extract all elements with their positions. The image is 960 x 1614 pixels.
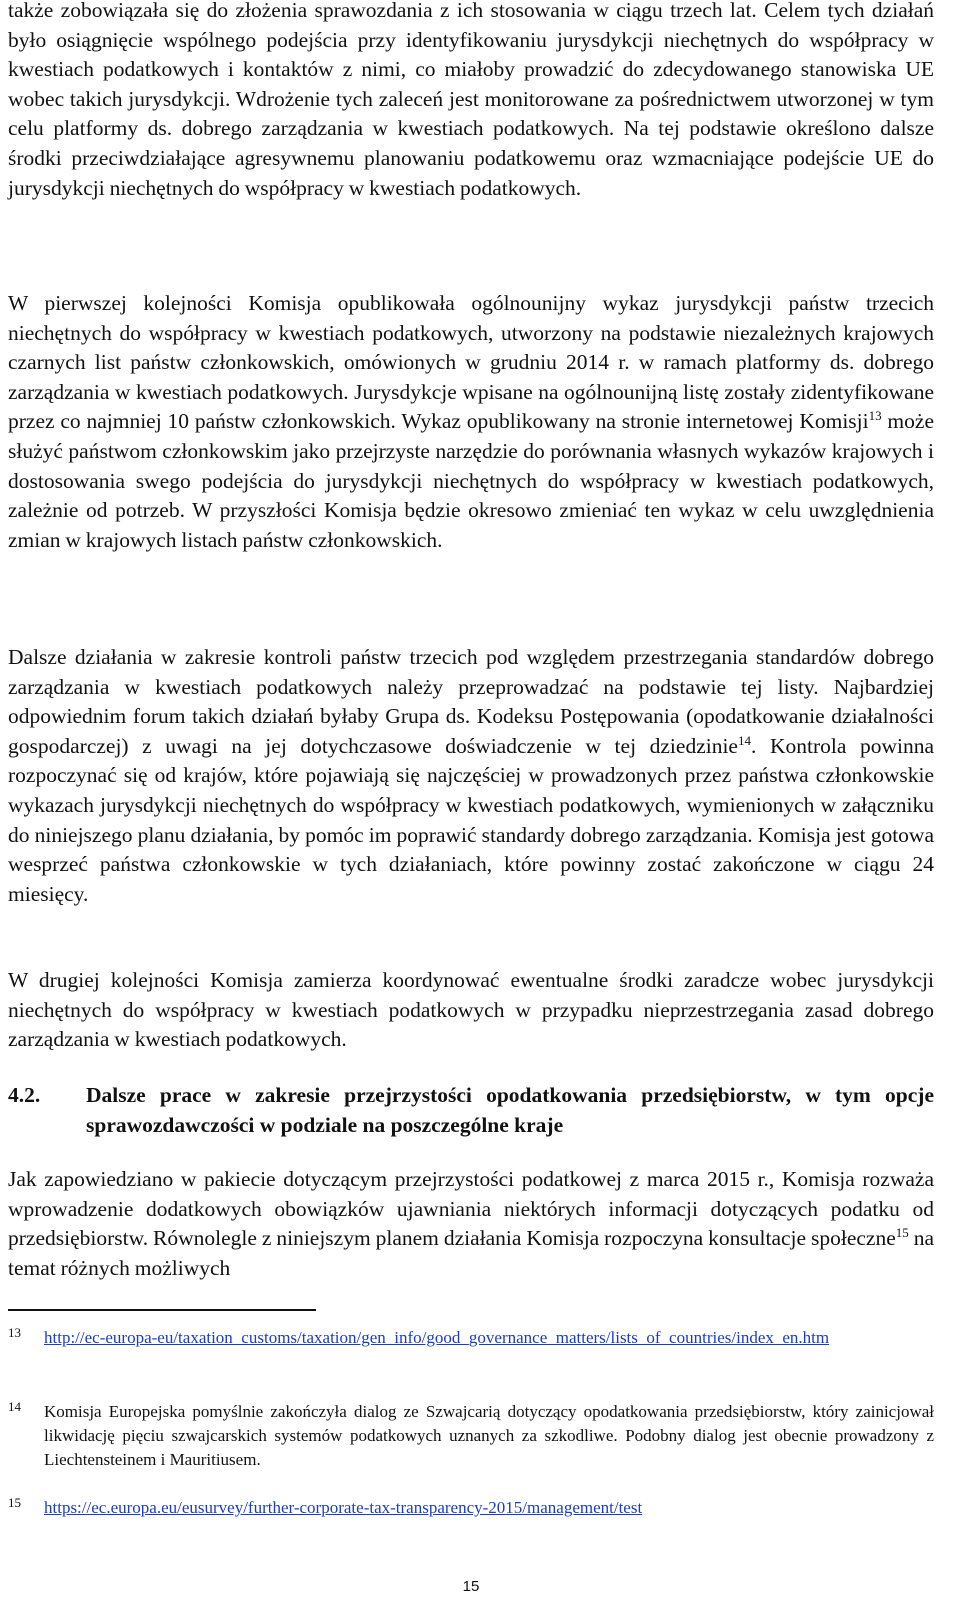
footnote-number: 13 [8,1325,21,1340]
footnote-14 [8,1400,934,1472]
section-title: Dalsze prace w zakresie przejrzystości opodatkowania przedsiębiorstw, w tym opcje sprawozdawczości w podziale na poszczególne kraje [86,1083,934,1137]
paragraph-2 [8,289,934,555]
paragraph-5 [8,1165,934,1283]
paragraph-3-text-b: . Kontrola powinna rozpoczynać się od krajów, które pojawiają się najczęściej w prowadzonych przez państwa członkowskie wykazach jurysdykcji niechętnych do współpracy w kwestiach podatkowych, wymienionych w załączniku do niniejszego planu działania, by pomóc im poprawić standardy dobrego zarządzania. Komisja jest gotowa wesprzeć państwa członkowskie w tych działaniach, które powinny zostać zakończone w ciągu 24 miesięcy. [8,733,935,906]
footnote-ref-14[interactable]: 14 [737,732,751,748]
footnote-14-text: Komisja Europejska pomyślnie zakończyła dialog ze Szwajcarią dotyczący opodatkowania przedsiębiorstw, który zainicjował likwidację pięciu szwajcarskich systemów podatkowych uznanych za szkodliwe. Podobny dialog jest obecnie prowadzony z Liechtensteinem i Mauritiusem. [44,1402,934,1469]
paragraph-2-text-a: W pierwszej kolejności Komisja opublikowała ogólnounijny wykaz jurysdykcji państw trzecich niechętnych do współpracy w kwestiach podatkowych, utworzony na podstawie niezależnych krajowych czarnych list państw członkowskich, omówionych w grudniu 2014 r. w ramach platformy ds. dobrego zarządzania w kwestiach podatkowych. Jurysdykcje wpisane na ogólnounijną listę zostały zidentyfikowane przez co najmniej 10 państw członkowskich. Wykaz opublikowany na stronie internetowej Komisji [8,291,934,434]
section-heading [8,1081,934,1140]
footnote-number: 14 [8,1399,21,1414]
footnote-separator [8,1309,316,1311]
paragraph-4 [8,966,934,1055]
footnote-number: 15 [8,1495,21,1510]
paragraph-1-text: także zobowiązała się do złożenia sprawozdania z ich stosowania w ciągu trzech lat. Celem tych działań było osiągnięcie wspólnego podejścia przy identyfikowaniu jurysdykcji niechętnych do współpracy w kwestiach podatkowych i kontaktów z nimi, co miałoby prowadzić do zdecydowanego stanowiska UE wobec takich jurysdykcji. Wdrożenie tych zaleceń jest monitorowane za pośrednictwem utworzonej w tym celu platformy ds. dobrego zarządzania w kwestiach podatkowych. Na tej podstawie określono dalsze środki przeciwdziałające agresywnemu planowaniu podatkowemu oraz wzmacniające podejście UE do jurysdykcji niechętnych do współpracy w kwestiach podatkowych. [8,0,934,200]
paragraph-5-text-b: na temat różnych możliwych [8,1226,934,1280]
footnote-ref-13[interactable]: 13 [868,408,882,424]
footnote-13 [8,1326,934,1350]
footnote-ref-15[interactable]: 15 [895,1225,909,1241]
footnote-15 [8,1496,934,1520]
paragraph-3-text-a: Dalsze działania w zakresie kontroli państw trzecich pod względem przestrzegania standardów dobrego zarządzania w kwestiach podatkowych należy przeprowadzać na podstawie tej listy. Najbardziej odpowiednim forum takich działań byłaby Grupa ds. Kodeksu Postępowania (opodatkowanie działalności gospodarczej) z uwagi na jej dotychczasowe doświadczenie w tej dziedzinie [8,645,934,758]
footnote-15-link[interactable]: https://ec.europa.eu/eusurvey/further-corporate-tax-transparency-2015/management/test [44,1498,643,1517]
paragraph-4-text: W drugiej kolejności Komisja zamierza koordynować ewentualne środki zaradcze wobec jurysdykcji niechętnych do współpracy w kwestiach podatkowych w przypadku nieprzestrzegania zasad dobrego zarządzania w kwestiach podatkowych. [8,968,934,1052]
paragraph-5-text-a: Jak zapowiedziano w pakiecie dotyczącym przejrzystości podatkowej z marca 2015 r., Komisja rozważa wprowadzenie dodatkowych obowiązków ujawniania niektórych informacji dotyczących podatku od przedsiębiorstw. Równolegle z niniejszym planem działania Komisja rozpoczyna konsultacje społeczne [8,1167,934,1251]
paragraph-2-text-b: może służyć państwom członkowskim jako przejrzyste narzędzie do porównania własnych wykazów krajowych i dostosowania swego podejścia do jurysdykcji niechętnych do współpracy w kwestiach podatkowych, zależnie od potrzeb. W przyszłości Komisja będzie okresowo zmieniać ten wykaz w celu uwzględnienia zmian w krajowych listach państw członkowskich. [8,409,934,552]
page-number: 15 [462,1578,480,1595]
section-number: 4.2. [8,1083,41,1107]
paragraph-1 [8,0,934,203]
footnote-13-link[interactable]: http://ec-europa-eu/taxation_customs/taxation/gen_info/good_governance_matters/lists_of_countries/index_en.htm [44,1328,830,1347]
paragraph-3 [8,643,934,909]
